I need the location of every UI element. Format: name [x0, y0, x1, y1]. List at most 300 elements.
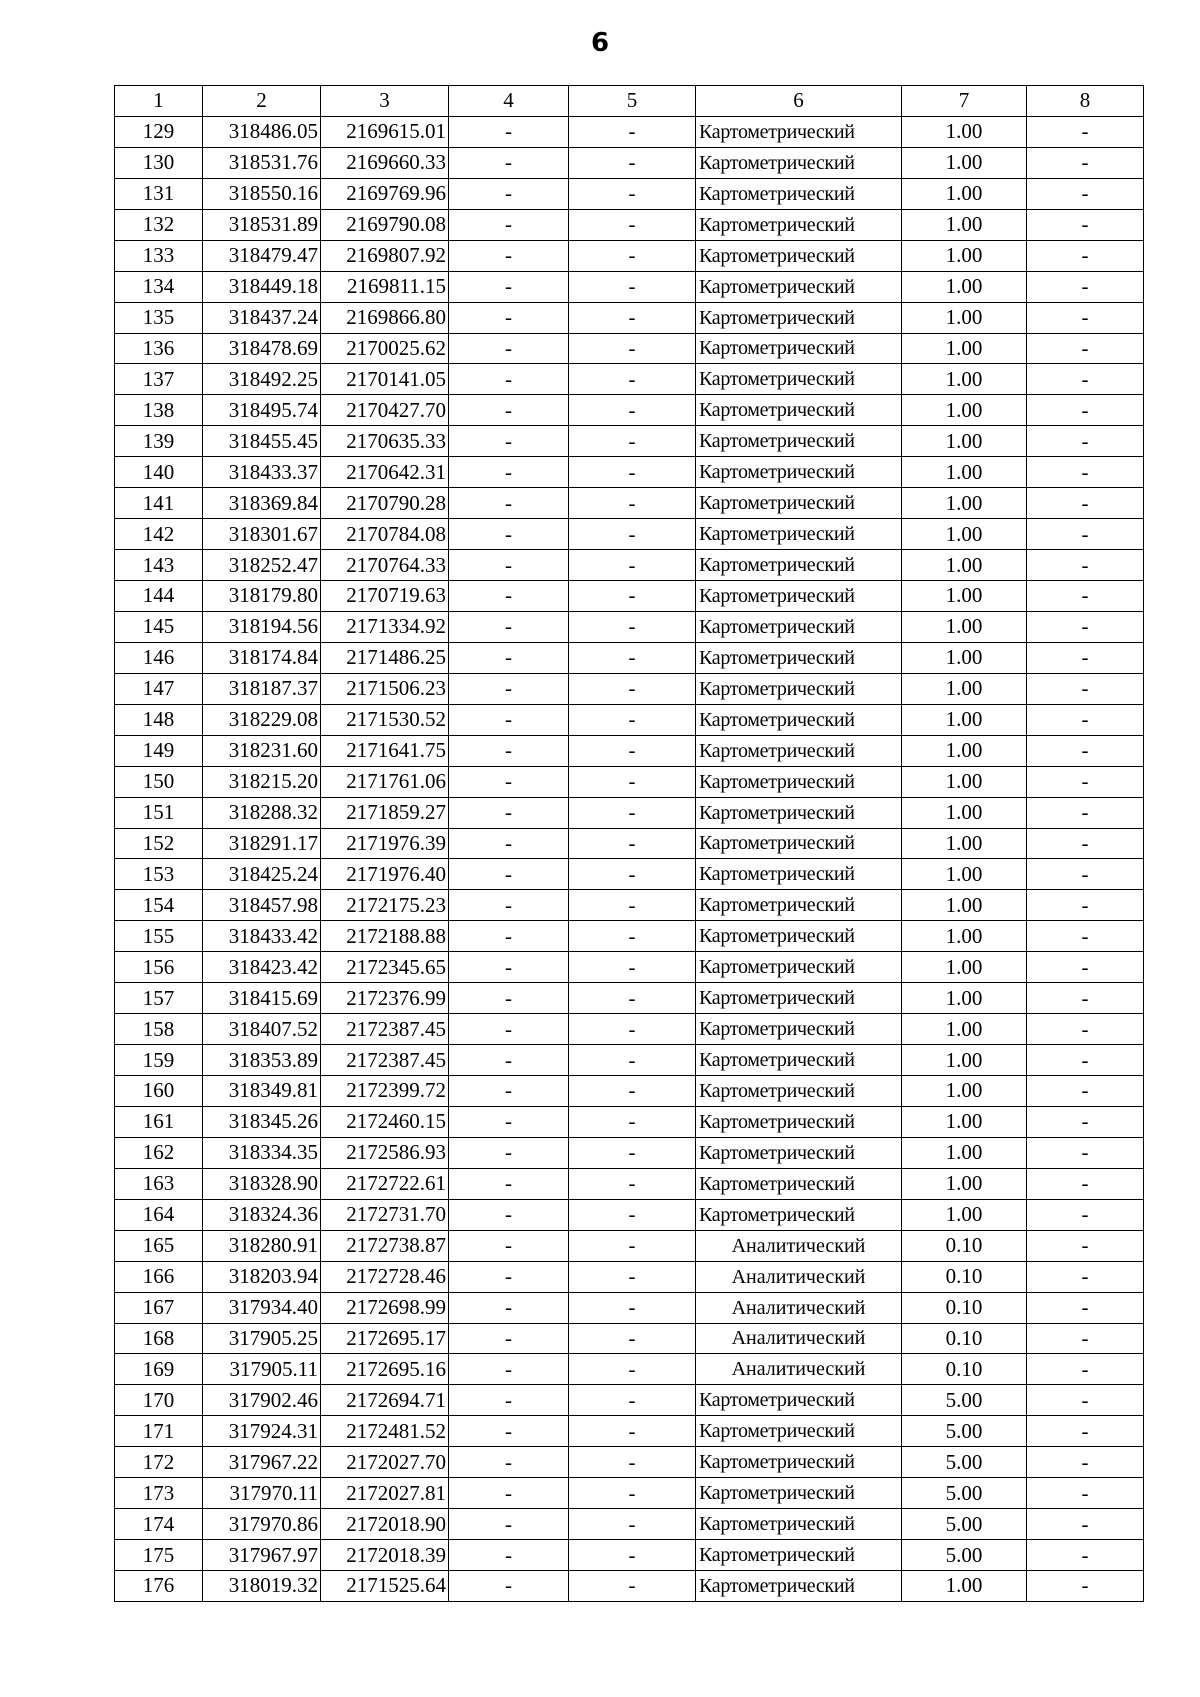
y-coordinate-cell: 2172027.70	[321, 1447, 449, 1478]
method-cell: Картометрический	[696, 1385, 902, 1416]
y-coordinate-cell: 2172481.52	[321, 1416, 449, 1447]
column-4-cell: -	[449, 426, 569, 457]
table-row	[115, 1106, 1144, 1137]
x-coordinate-cell: 318457.98	[203, 890, 321, 921]
x-coordinate-cell: 317970.11	[203, 1478, 321, 1509]
x-coordinate-cell: 318495.74	[203, 395, 321, 426]
accuracy-cell: 1.00	[902, 766, 1027, 797]
y-coordinate-cell: 2170764.33	[321, 550, 449, 581]
point-number-cell: 143	[115, 550, 203, 581]
y-coordinate-cell: 2171976.40	[321, 859, 449, 890]
point-number-cell: 160	[115, 1076, 203, 1107]
table-row	[115, 890, 1144, 921]
y-coordinate-cell: 2169660.33	[321, 147, 449, 178]
accuracy-cell: 1.00	[902, 395, 1027, 426]
column-4-cell: -	[449, 364, 569, 395]
table-row	[115, 1509, 1144, 1540]
y-coordinate-cell: 2172722.61	[321, 1168, 449, 1199]
x-coordinate-cell: 318486.05	[203, 116, 321, 147]
column-8-cell: -	[1027, 1540, 1144, 1571]
column-5-cell: -	[569, 890, 696, 921]
column-4-cell: -	[449, 519, 569, 550]
table-row	[115, 364, 1144, 395]
column-8-cell: -	[1027, 209, 1144, 240]
y-coordinate-cell: 2172738.87	[321, 1230, 449, 1261]
y-coordinate-cell: 2170790.28	[321, 488, 449, 519]
table-row	[115, 673, 1144, 704]
table-row	[115, 178, 1144, 209]
column-5-cell: -	[569, 364, 696, 395]
column-8-cell: -	[1027, 1230, 1144, 1261]
column-8-cell: -	[1027, 116, 1144, 147]
table-row	[115, 116, 1144, 147]
point-number-cell: 155	[115, 921, 203, 952]
point-number-cell: 148	[115, 704, 203, 735]
x-coordinate-cell: 318187.37	[203, 673, 321, 704]
accuracy-cell: 1.00	[902, 1106, 1027, 1137]
accuracy-cell: 1.00	[902, 178, 1027, 209]
method-cell: Картометрический	[696, 704, 902, 735]
table-row	[115, 333, 1144, 364]
column-8-cell: -	[1027, 457, 1144, 488]
column-8-cell: -	[1027, 1478, 1144, 1509]
column-5-cell: -	[569, 1292, 696, 1323]
point-number-cell: 162	[115, 1137, 203, 1168]
column-8-cell: -	[1027, 1137, 1144, 1168]
accuracy-cell: 1.00	[902, 333, 1027, 364]
column-8-cell: -	[1027, 673, 1144, 704]
column-8-cell: -	[1027, 1106, 1144, 1137]
point-number-cell: 152	[115, 828, 203, 859]
table-row	[115, 766, 1144, 797]
column-4-cell: -	[449, 1385, 569, 1416]
column-5-cell: -	[569, 457, 696, 488]
method-cell: Картометрический	[696, 240, 902, 271]
y-coordinate-cell: 2172027.81	[321, 1478, 449, 1509]
x-coordinate-cell: 317967.97	[203, 1540, 321, 1571]
column-4-cell: -	[449, 1323, 569, 1354]
method-cell: Аналитический	[696, 1323, 902, 1354]
point-number-cell: 147	[115, 673, 203, 704]
table-row	[115, 1199, 1144, 1230]
method-cell: Картометрический	[696, 1045, 902, 1076]
table-row	[115, 581, 1144, 612]
point-number-cell: 165	[115, 1230, 203, 1261]
column-4-cell: -	[449, 1076, 569, 1107]
column-4-cell: -	[449, 581, 569, 612]
column-5-cell: -	[569, 1199, 696, 1230]
method-cell: Картометрический	[696, 271, 902, 302]
column-4-cell: -	[449, 704, 569, 735]
point-number-cell: 171	[115, 1416, 203, 1447]
y-coordinate-cell: 2172399.72	[321, 1076, 449, 1107]
column-8-cell: -	[1027, 519, 1144, 550]
column-8-cell: -	[1027, 178, 1144, 209]
point-number-cell: 176	[115, 1571, 203, 1602]
accuracy-cell: 1.00	[902, 1014, 1027, 1045]
column-5-cell: -	[569, 395, 696, 426]
accuracy-cell: 5.00	[902, 1385, 1027, 1416]
column-header: 5	[569, 86, 696, 117]
x-coordinate-cell: 318437.24	[203, 302, 321, 333]
column-header: 4	[449, 86, 569, 117]
column-5-cell: -	[569, 797, 696, 828]
column-5-cell: -	[569, 147, 696, 178]
y-coordinate-cell: 2169807.92	[321, 240, 449, 271]
x-coordinate-cell: 318369.84	[203, 488, 321, 519]
accuracy-cell: 1.00	[902, 209, 1027, 240]
header-row	[115, 86, 1144, 117]
method-cell: Картометрический	[696, 673, 902, 704]
column-8-cell: -	[1027, 1416, 1144, 1447]
point-number-cell: 149	[115, 735, 203, 766]
table-row	[115, 1540, 1144, 1571]
table-row	[115, 1261, 1144, 1292]
method-cell: Картометрический	[696, 209, 902, 240]
column-header: 3	[321, 86, 449, 117]
column-4-cell: -	[449, 116, 569, 147]
column-5-cell: -	[569, 1385, 696, 1416]
x-coordinate-cell: 318194.56	[203, 611, 321, 642]
accuracy-cell: 1.00	[902, 147, 1027, 178]
x-coordinate-cell: 317905.25	[203, 1323, 321, 1354]
column-5-cell: -	[569, 1540, 696, 1571]
method-cell: Картометрический	[696, 364, 902, 395]
column-4-cell: -	[449, 890, 569, 921]
method-cell: Картометрический	[696, 581, 902, 612]
point-number-cell: 172	[115, 1447, 203, 1478]
y-coordinate-cell: 2172345.65	[321, 952, 449, 983]
column-4-cell: -	[449, 1168, 569, 1199]
accuracy-cell: 1.00	[902, 1571, 1027, 1602]
accuracy-cell: 1.00	[902, 364, 1027, 395]
column-8-cell: -	[1027, 1571, 1144, 1602]
accuracy-cell: 1.00	[902, 735, 1027, 766]
column-8-cell: -	[1027, 952, 1144, 983]
method-cell: Картометрический	[696, 828, 902, 859]
column-8-cell: -	[1027, 1076, 1144, 1107]
column-5-cell: -	[569, 1230, 696, 1261]
table-row	[115, 704, 1144, 735]
column-8-cell: -	[1027, 1292, 1144, 1323]
method-cell: Картометрический	[696, 1168, 902, 1199]
table-row	[115, 209, 1144, 240]
x-coordinate-cell: 317924.31	[203, 1416, 321, 1447]
method-cell: Картометрический	[696, 642, 902, 673]
accuracy-cell: 1.00	[902, 1168, 1027, 1199]
accuracy-cell: 0.10	[902, 1230, 1027, 1261]
method-cell: Аналитический	[696, 1230, 902, 1261]
column-4-cell: -	[449, 859, 569, 890]
y-coordinate-cell: 2171761.06	[321, 766, 449, 797]
point-number-cell: 136	[115, 333, 203, 364]
table-row	[115, 828, 1144, 859]
x-coordinate-cell: 318349.81	[203, 1076, 321, 1107]
column-4-cell: -	[449, 1509, 569, 1540]
point-number-cell: 169	[115, 1354, 203, 1385]
method-cell: Картометрический	[696, 302, 902, 333]
y-coordinate-cell: 2171334.92	[321, 611, 449, 642]
point-number-cell: 170	[115, 1385, 203, 1416]
column-8-cell: -	[1027, 488, 1144, 519]
column-4-cell: -	[449, 735, 569, 766]
point-number-cell: 159	[115, 1045, 203, 1076]
method-cell: Картометрический	[696, 890, 902, 921]
table-row	[115, 797, 1144, 828]
column-5-cell: -	[569, 1323, 696, 1354]
point-number-cell: 166	[115, 1261, 203, 1292]
column-header: 6	[696, 86, 902, 117]
x-coordinate-cell: 318301.67	[203, 519, 321, 550]
table-row	[115, 426, 1144, 457]
x-coordinate-cell: 317970.86	[203, 1509, 321, 1540]
y-coordinate-cell: 2171530.52	[321, 704, 449, 735]
column-8-cell: -	[1027, 611, 1144, 642]
point-number-cell: 163	[115, 1168, 203, 1199]
column-4-cell: -	[449, 457, 569, 488]
column-5-cell: -	[569, 519, 696, 550]
column-8-cell: -	[1027, 1447, 1144, 1478]
accuracy-cell: 1.00	[902, 1076, 1027, 1107]
accuracy-cell: 1.00	[902, 519, 1027, 550]
column-4-cell: -	[449, 209, 569, 240]
column-8-cell: -	[1027, 735, 1144, 766]
column-header: 8	[1027, 86, 1144, 117]
table-row	[115, 983, 1144, 1014]
x-coordinate-cell: 318229.08	[203, 704, 321, 735]
x-coordinate-cell: 318324.36	[203, 1199, 321, 1230]
point-number-cell: 174	[115, 1509, 203, 1540]
x-coordinate-cell: 318215.20	[203, 766, 321, 797]
column-4-cell: -	[449, 766, 569, 797]
method-cell: Картометрический	[696, 1540, 902, 1571]
accuracy-cell: 0.10	[902, 1323, 1027, 1354]
point-number-cell: 140	[115, 457, 203, 488]
column-8-cell: -	[1027, 1354, 1144, 1385]
accuracy-cell: 0.10	[902, 1261, 1027, 1292]
accuracy-cell: 0.10	[902, 1354, 1027, 1385]
x-coordinate-cell: 317902.46	[203, 1385, 321, 1416]
column-8-cell: -	[1027, 364, 1144, 395]
accuracy-cell: 1.00	[902, 611, 1027, 642]
point-number-cell: 146	[115, 642, 203, 673]
accuracy-cell: 1.00	[902, 921, 1027, 952]
table-row	[115, 1137, 1144, 1168]
y-coordinate-cell: 2169615.01	[321, 116, 449, 147]
y-coordinate-cell: 2172387.45	[321, 1014, 449, 1045]
accuracy-cell: 1.00	[902, 704, 1027, 735]
column-8-cell: -	[1027, 828, 1144, 859]
point-number-cell: 138	[115, 395, 203, 426]
table-row	[115, 1571, 1144, 1602]
table-row	[115, 457, 1144, 488]
accuracy-cell: 5.00	[902, 1540, 1027, 1571]
column-8-cell: -	[1027, 550, 1144, 581]
accuracy-cell: 1.00	[902, 952, 1027, 983]
y-coordinate-cell: 2171976.39	[321, 828, 449, 859]
column-8-cell: -	[1027, 797, 1144, 828]
column-5-cell: -	[569, 859, 696, 890]
table-row	[115, 1323, 1144, 1354]
column-5-cell: -	[569, 1509, 696, 1540]
accuracy-cell: 1.00	[902, 1199, 1027, 1230]
point-number-cell: 167	[115, 1292, 203, 1323]
method-cell: Аналитический	[696, 1292, 902, 1323]
column-8-cell: -	[1027, 642, 1144, 673]
column-8-cell: -	[1027, 426, 1144, 457]
column-4-cell: -	[449, 1261, 569, 1292]
y-coordinate-cell: 2170141.05	[321, 364, 449, 395]
point-number-cell: 175	[115, 1540, 203, 1571]
column-5-cell: -	[569, 271, 696, 302]
column-5-cell: -	[569, 1014, 696, 1045]
point-number-cell: 134	[115, 271, 203, 302]
x-coordinate-cell: 318479.47	[203, 240, 321, 271]
method-cell: Картометрический	[696, 735, 902, 766]
column-4-cell: -	[449, 1447, 569, 1478]
column-4-cell: -	[449, 271, 569, 302]
method-cell: Картометрический	[696, 116, 902, 147]
column-5-cell: -	[569, 642, 696, 673]
point-number-cell: 129	[115, 116, 203, 147]
column-5-cell: -	[569, 704, 696, 735]
x-coordinate-cell: 317967.22	[203, 1447, 321, 1478]
point-number-cell: 150	[115, 766, 203, 797]
y-coordinate-cell: 2170719.63	[321, 581, 449, 612]
column-8-cell: -	[1027, 1045, 1144, 1076]
column-5-cell: -	[569, 611, 696, 642]
column-5-cell: -	[569, 766, 696, 797]
method-cell: Картометрический	[696, 519, 902, 550]
x-coordinate-cell: 318550.16	[203, 178, 321, 209]
accuracy-cell: 1.00	[902, 673, 1027, 704]
table-row	[115, 1045, 1144, 1076]
point-number-cell: 173	[115, 1478, 203, 1509]
column-4-cell: -	[449, 1199, 569, 1230]
y-coordinate-cell: 2169790.08	[321, 209, 449, 240]
column-8-cell: -	[1027, 147, 1144, 178]
column-8-cell: -	[1027, 1261, 1144, 1292]
accuracy-cell: 1.00	[902, 581, 1027, 612]
x-coordinate-cell: 318345.26	[203, 1106, 321, 1137]
accuracy-cell: 5.00	[902, 1509, 1027, 1540]
method-cell: Картометрический	[696, 797, 902, 828]
point-number-cell: 154	[115, 890, 203, 921]
point-number-cell: 131	[115, 178, 203, 209]
method-cell: Картометрический	[696, 1137, 902, 1168]
accuracy-cell: 1.00	[902, 550, 1027, 581]
column-4-cell: -	[449, 550, 569, 581]
column-4-cell: -	[449, 983, 569, 1014]
accuracy-cell: 1.00	[902, 1045, 1027, 1076]
column-5-cell: -	[569, 1168, 696, 1199]
x-coordinate-cell: 318353.89	[203, 1045, 321, 1076]
column-8-cell: -	[1027, 1168, 1144, 1199]
accuracy-cell: 1.00	[902, 828, 1027, 859]
point-number-cell: 158	[115, 1014, 203, 1045]
coordinates-table	[114, 85, 1144, 1602]
x-coordinate-cell: 317934.40	[203, 1292, 321, 1323]
column-5-cell: -	[569, 1478, 696, 1509]
column-5-cell: -	[569, 1447, 696, 1478]
accuracy-cell: 0.10	[902, 1292, 1027, 1323]
accuracy-cell: 1.00	[902, 890, 1027, 921]
method-cell: Картометрический	[696, 1416, 902, 1447]
y-coordinate-cell: 2172698.99	[321, 1292, 449, 1323]
column-4-cell: -	[449, 952, 569, 983]
x-coordinate-cell: 318531.89	[203, 209, 321, 240]
accuracy-cell: 1.00	[902, 302, 1027, 333]
column-8-cell: -	[1027, 302, 1144, 333]
point-number-cell: 142	[115, 519, 203, 550]
x-coordinate-cell: 318291.17	[203, 828, 321, 859]
method-cell: Картометрический	[696, 1509, 902, 1540]
table-row	[115, 1014, 1144, 1045]
method-cell: Картометрический	[696, 1106, 902, 1137]
column-5-cell: -	[569, 333, 696, 364]
column-5-cell: -	[569, 1045, 696, 1076]
point-number-cell: 144	[115, 581, 203, 612]
y-coordinate-cell: 2170025.62	[321, 333, 449, 364]
x-coordinate-cell: 318288.32	[203, 797, 321, 828]
column-4-cell: -	[449, 642, 569, 673]
method-cell: Картометрический	[696, 766, 902, 797]
table-row	[115, 147, 1144, 178]
column-5-cell: -	[569, 1354, 696, 1385]
accuracy-cell: 1.00	[902, 457, 1027, 488]
column-8-cell: -	[1027, 921, 1144, 952]
method-cell: Картометрический	[696, 395, 902, 426]
table-row	[115, 1076, 1144, 1107]
accuracy-cell: 1.00	[902, 642, 1027, 673]
x-coordinate-cell: 318252.47	[203, 550, 321, 581]
y-coordinate-cell: 2172586.93	[321, 1137, 449, 1168]
y-coordinate-cell: 2172018.39	[321, 1540, 449, 1571]
y-coordinate-cell: 2169769.96	[321, 178, 449, 209]
accuracy-cell: 1.00	[902, 426, 1027, 457]
x-coordinate-cell: 318203.94	[203, 1261, 321, 1292]
x-coordinate-cell: 318433.37	[203, 457, 321, 488]
y-coordinate-cell: 2171525.64	[321, 1571, 449, 1602]
method-cell: Картометрический	[696, 859, 902, 890]
x-coordinate-cell: 318280.91	[203, 1230, 321, 1261]
accuracy-cell: 5.00	[902, 1478, 1027, 1509]
column-8-cell: -	[1027, 240, 1144, 271]
table-row	[115, 519, 1144, 550]
point-number-cell: 133	[115, 240, 203, 271]
table-row	[115, 488, 1144, 519]
point-number-cell: 168	[115, 1323, 203, 1354]
x-coordinate-cell: 318231.60	[203, 735, 321, 766]
x-coordinate-cell: 318478.69	[203, 333, 321, 364]
method-cell: Картометрический	[696, 921, 902, 952]
table-row	[115, 952, 1144, 983]
column-4-cell: -	[449, 1478, 569, 1509]
accuracy-cell: 5.00	[902, 1447, 1027, 1478]
column-5-cell: -	[569, 116, 696, 147]
column-5-cell: -	[569, 1106, 696, 1137]
accuracy-cell: 1.00	[902, 859, 1027, 890]
column-8-cell: -	[1027, 271, 1144, 302]
table-row	[115, 1168, 1144, 1199]
column-8-cell: -	[1027, 1014, 1144, 1045]
column-8-cell: -	[1027, 1385, 1144, 1416]
x-coordinate-cell: 318531.76	[203, 147, 321, 178]
method-cell: Аналитический	[696, 1354, 902, 1385]
y-coordinate-cell: 2172175.23	[321, 890, 449, 921]
y-coordinate-cell: 2172188.88	[321, 921, 449, 952]
x-coordinate-cell: 318423.42	[203, 952, 321, 983]
